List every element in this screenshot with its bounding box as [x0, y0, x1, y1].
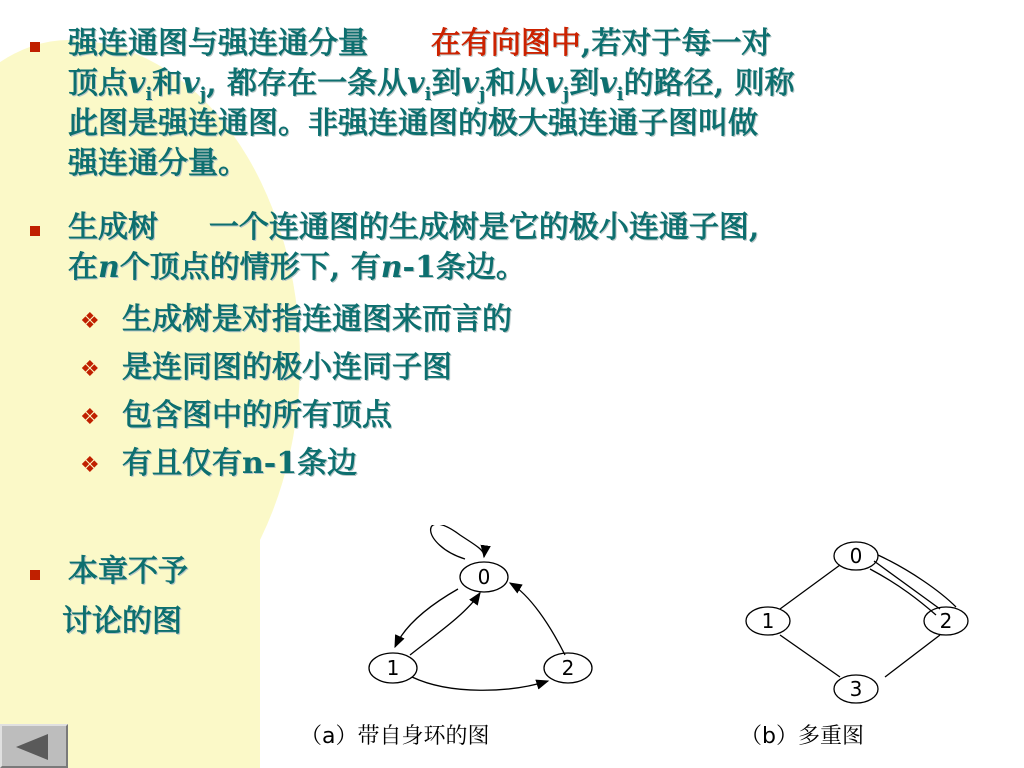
caption-a: （a）带自身环的图 — [300, 724, 490, 749]
line: 本章不予 — [68, 554, 188, 589]
edge-3-2 — [885, 635, 940, 677]
diamond-bullet-icon: ❖ — [80, 357, 100, 382]
self-loop-edge — [431, 525, 484, 559]
graph-figure — [300, 525, 1000, 757]
edge-0-2-b — [870, 569, 936, 615]
highlight-text: 在有向图中 — [430, 26, 581, 61]
text: n-1 — [242, 446, 298, 481]
node-label: 2 — [939, 609, 953, 633]
sub-j: j — [562, 84, 570, 105]
diamond-bullet-icon: ❖ — [80, 453, 100, 478]
text: ,若对于每一对 — [580, 26, 772, 61]
text: 到 — [431, 66, 462, 101]
text: 到 — [569, 66, 600, 101]
line — [68, 208, 998, 248]
graph-a — [369, 525, 592, 690]
sub-i: i — [145, 84, 153, 105]
node-label: 2 — [561, 656, 575, 680]
sub-item: 生成树是对指连通图来而言的 — [122, 302, 512, 337]
sub-item — [122, 444, 357, 484]
var-v: v — [128, 66, 146, 101]
edge-0-1 — [780, 565, 840, 609]
sub-i: i — [424, 84, 432, 105]
node-label: 1 — [761, 609, 775, 633]
text: , 都存在一条从 — [206, 66, 408, 101]
text: 有且仅有 — [122, 446, 242, 481]
paragraph-spanning-tree — [68, 208, 998, 288]
node-label: 0 — [849, 544, 863, 568]
bullet — [30, 226, 40, 236]
caption-b: （b）多重图 — [740, 724, 864, 749]
line: 此图是强连通图。非强连通图的极大强连通子图叫做 — [68, 106, 758, 141]
line: 强连通分量。 — [68, 146, 248, 181]
text: 一个连通图的生成树是它的极小连通子图, — [208, 210, 760, 245]
text: -1条边。 — [402, 250, 526, 285]
term-title: 生成树 — [68, 210, 158, 245]
sub-j: j — [478, 84, 486, 105]
edge-0-1 — [395, 589, 458, 647]
sub-j: j — [199, 84, 207, 105]
diamond-bullet-icon: ❖ — [80, 309, 100, 334]
text: 和从 — [485, 66, 546, 101]
var-v: v — [407, 66, 425, 101]
text: 在 — [68, 250, 98, 285]
var-v: v — [182, 66, 200, 101]
var-v: v — [545, 66, 563, 101]
line — [68, 248, 998, 288]
var-v: v — [461, 66, 479, 101]
text: 条边 — [297, 446, 358, 481]
paragraph-strong-connectivity — [68, 24, 998, 184]
sub-i: i — [616, 84, 624, 105]
line — [68, 64, 998, 104]
bullet — [30, 42, 40, 52]
paragraph-excluded-graphs-line2: 讨论的图 — [62, 604, 182, 639]
sub-item: 包含图中的所有顶点 — [122, 398, 392, 433]
node-label: 1 — [386, 656, 400, 680]
paragraph-excluded-graphs — [68, 552, 188, 592]
text: 顶点 — [68, 66, 128, 101]
var-n: n — [380, 250, 403, 285]
triangle-left-icon — [16, 734, 48, 760]
bullet — [30, 570, 40, 580]
term-title: 强连通图与强连通分量 — [68, 26, 368, 61]
node-label: 0 — [477, 565, 491, 589]
var-v: v — [599, 66, 617, 101]
line — [68, 24, 998, 64]
text: 和 — [152, 66, 183, 101]
edge-1-2 — [412, 677, 548, 690]
back-button[interactable] — [0, 724, 68, 768]
node-label: 3 — [849, 677, 863, 701]
text: 的路径, 则称 — [623, 66, 795, 101]
sub-item: 是连同图的极小连同子图 — [122, 350, 452, 385]
text: 个顶点的情形下, 有 — [119, 250, 381, 285]
var-n: n — [98, 250, 120, 285]
diamond-bullet-icon: ❖ — [80, 405, 100, 430]
edge-2-0 — [510, 583, 565, 655]
edge-1-3 — [780, 635, 840, 677]
edge-1-0 — [410, 593, 480, 655]
